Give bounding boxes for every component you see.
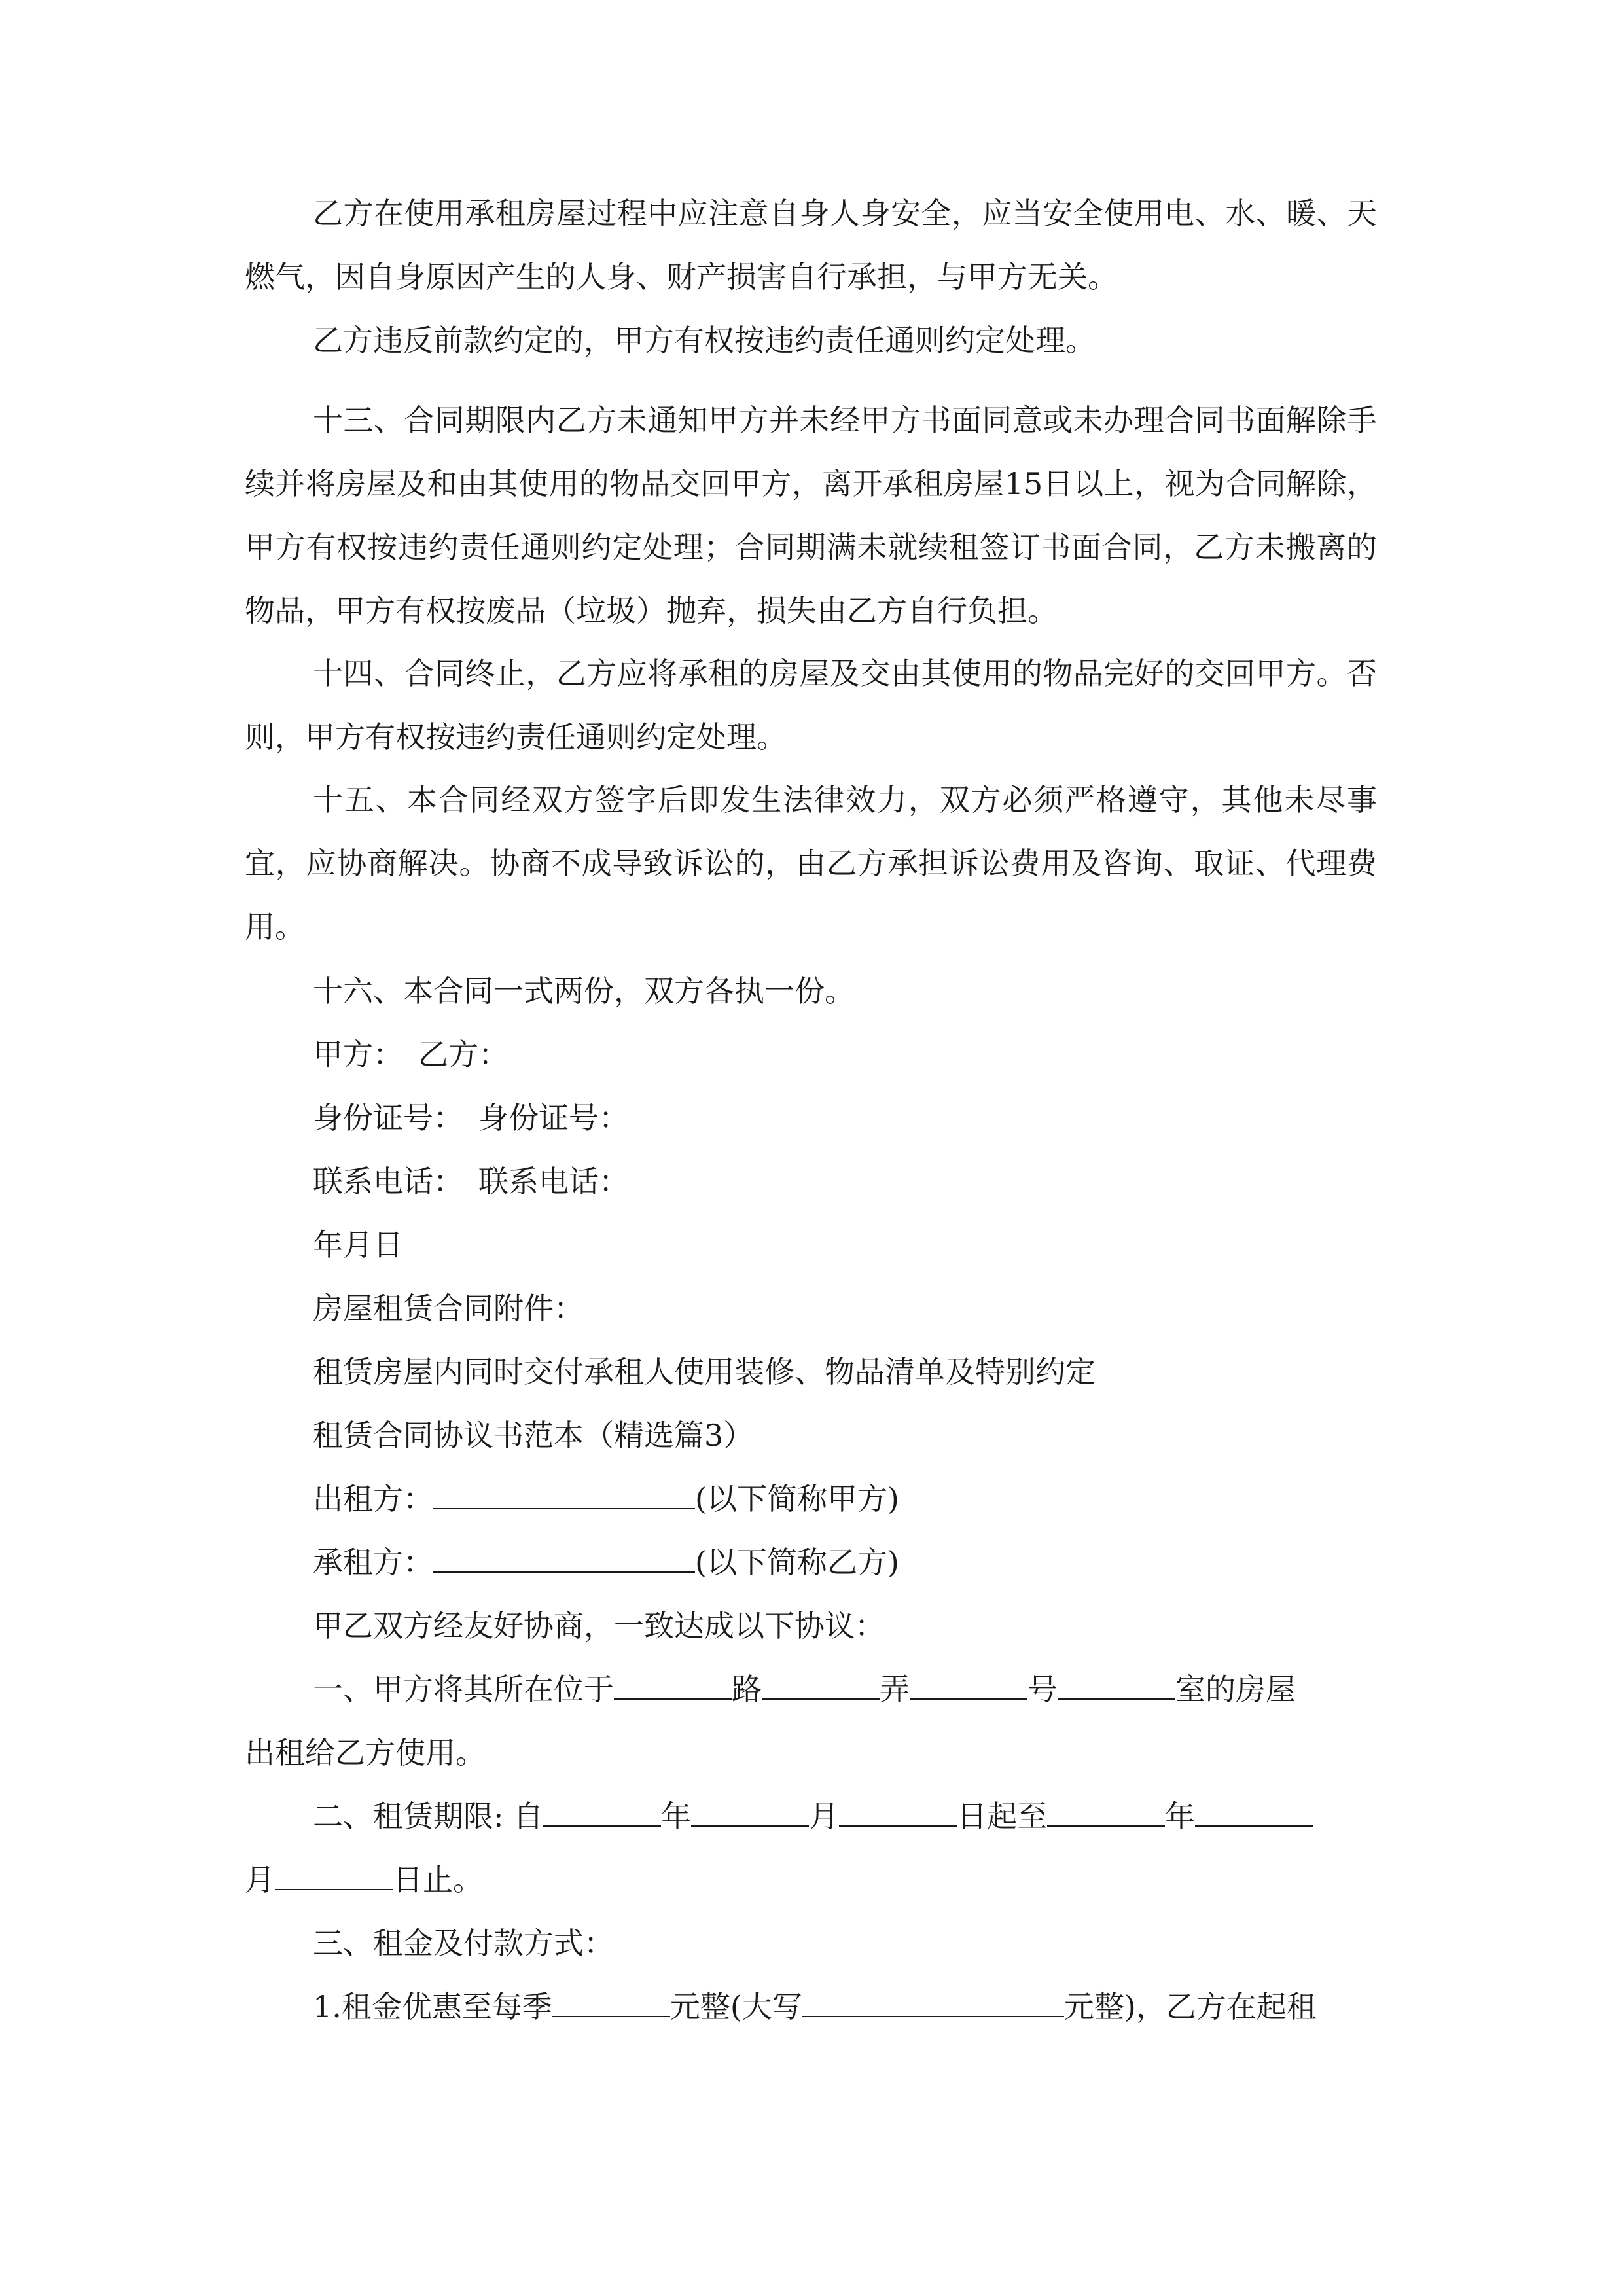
lessee-line [313, 1531, 899, 1594]
clause-2-year: 年 [661, 1799, 692, 1834]
clause-3-1-blank-capital [802, 1990, 1064, 2017]
clause-1-blank-lane [762, 1672, 880, 1700]
clause-2-blank-day2 [275, 1863, 393, 1890]
clause-2-day-from: 日起至 [957, 1799, 1048, 1834]
paragraph-clause-13: 十三、合同期限内乙方未通知甲方并未经甲方书面同意或未办理合同书面解除手续并将房屋及和由其使用的物品交回甲方，离开承租房屋15日以上，视为合同解除，甲方有权按违约责任通则约定处理；合同期满未就续租签订书面合同，乙方未搬离的物品，甲方有权按废品（垃圾）抛弃，损失由乙方自行负担。 [245, 403, 1377, 628]
clause-3-1-blank-amount [552, 1990, 670, 2017]
lessor-suffix: (以下简称甲方) [695, 1481, 899, 1516]
clause-2-blank-year [543, 1799, 661, 1827]
clause-1-blank-number [910, 1672, 1027, 1700]
lessee-blank [433, 1545, 695, 1573]
clause-2-month2: 月 [245, 1862, 275, 1897]
clause-3-1-prefix: 1.租金优惠至每季 [313, 1989, 552, 2024]
clause-2-month: 月 [809, 1799, 840, 1834]
clause-1-line-2: 出租给乙方使用。 [245, 1735, 486, 1770]
lessor-label: 出租方： [313, 1481, 433, 1516]
clause-1-lane: 弄 [880, 1672, 910, 1707]
paragraph-clause-15: 十五、本合同经双方签字后即发生法律效力，双方必须严格遵守，其他未尽事宜，应协商解决。协商不成导致诉讼的，由乙方承担诉讼费用及咨询、取证、代理费用。 [245, 782, 1377, 944]
agreement-intro: 甲乙双方经友好协商，一致达成以下协议： [313, 1608, 885, 1643]
clause-2-line-1 [313, 1785, 1313, 1848]
paragraph-clause-14: 十四、合同终止，乙方应将承租的房屋及交由其使用的物品完好的交回甲方。否则，甲方有权按违约责任通则约定处理。 [245, 656, 1377, 755]
clause-2-blank-month-end [1195, 1799, 1313, 1827]
attachment-description: 租赁房屋内同时交付承租人使用装修、物品清单及特别约定 [313, 1354, 1096, 1390]
clause-1-blank-road [614, 1672, 732, 1700]
lessee-label: 承租方： [313, 1545, 433, 1580]
clause-2-blank-year2 [1047, 1799, 1165, 1827]
clause-1-prefix: 一、甲方将其所在位于 [313, 1672, 614, 1707]
signature-parties-line: 甲方： 乙方： [313, 1037, 508, 1072]
clause-2-line-2 [245, 1848, 483, 1912]
paragraph-safety: 乙方在使用承租房屋过程中应注意自身人身安全，应当安全使用电、水、暖、天燃气，因自身原因产生的人身、财产损害自行承担，与甲方无关。 [245, 196, 1377, 295]
signature-phone-line: 联系电话： 联系电话： [313, 1164, 629, 1199]
clause-2-year2: 年 [1165, 1799, 1196, 1834]
clause-1-line-1 [313, 1658, 1296, 1721]
clause-3-1-line [313, 1975, 1317, 2039]
clause-1-road: 路 [732, 1672, 762, 1707]
clause-2-blank-month [691, 1799, 809, 1827]
lessor-blank [433, 1482, 695, 1509]
clause-1-blank-room [1058, 1672, 1175, 1700]
clause-1-number: 号 [1027, 1672, 1058, 1707]
clause-2-day-to: 日止。 [393, 1862, 483, 1897]
paragraph-clause-16: 十六、本合同一式两份，双方各执一份。 [313, 973, 855, 1009]
lessee-suffix: (以下简称乙方) [695, 1545, 899, 1580]
clause-1-room: 室的房屋 [1175, 1672, 1296, 1707]
lessor-line [313, 1467, 899, 1531]
clause-3-1-yuan: 元整(大写 [669, 1989, 802, 2024]
clause-3-1-yuan-close: 元整)，乙方在起租 [1063, 1989, 1317, 2024]
paragraph-violation: 乙方违反前款约定的，甲方有权按违约责任通则约定处理。 [313, 323, 1096, 358]
clause-2-prefix: 二、租赁期限: 自 [313, 1799, 544, 1834]
attachment-title: 房屋租赁合同附件： [313, 1291, 584, 1326]
section-title: 租赁合同协议书范本（精选篇3） [313, 1418, 754, 1453]
clause-3-title: 三、租金及付款方式： [313, 1926, 614, 1961]
signature-id-line: 身份证号： 身份证号： [313, 1100, 629, 1136]
signature-date-line: 年月日 [313, 1227, 403, 1263]
clause-2-blank-day [839, 1799, 957, 1827]
